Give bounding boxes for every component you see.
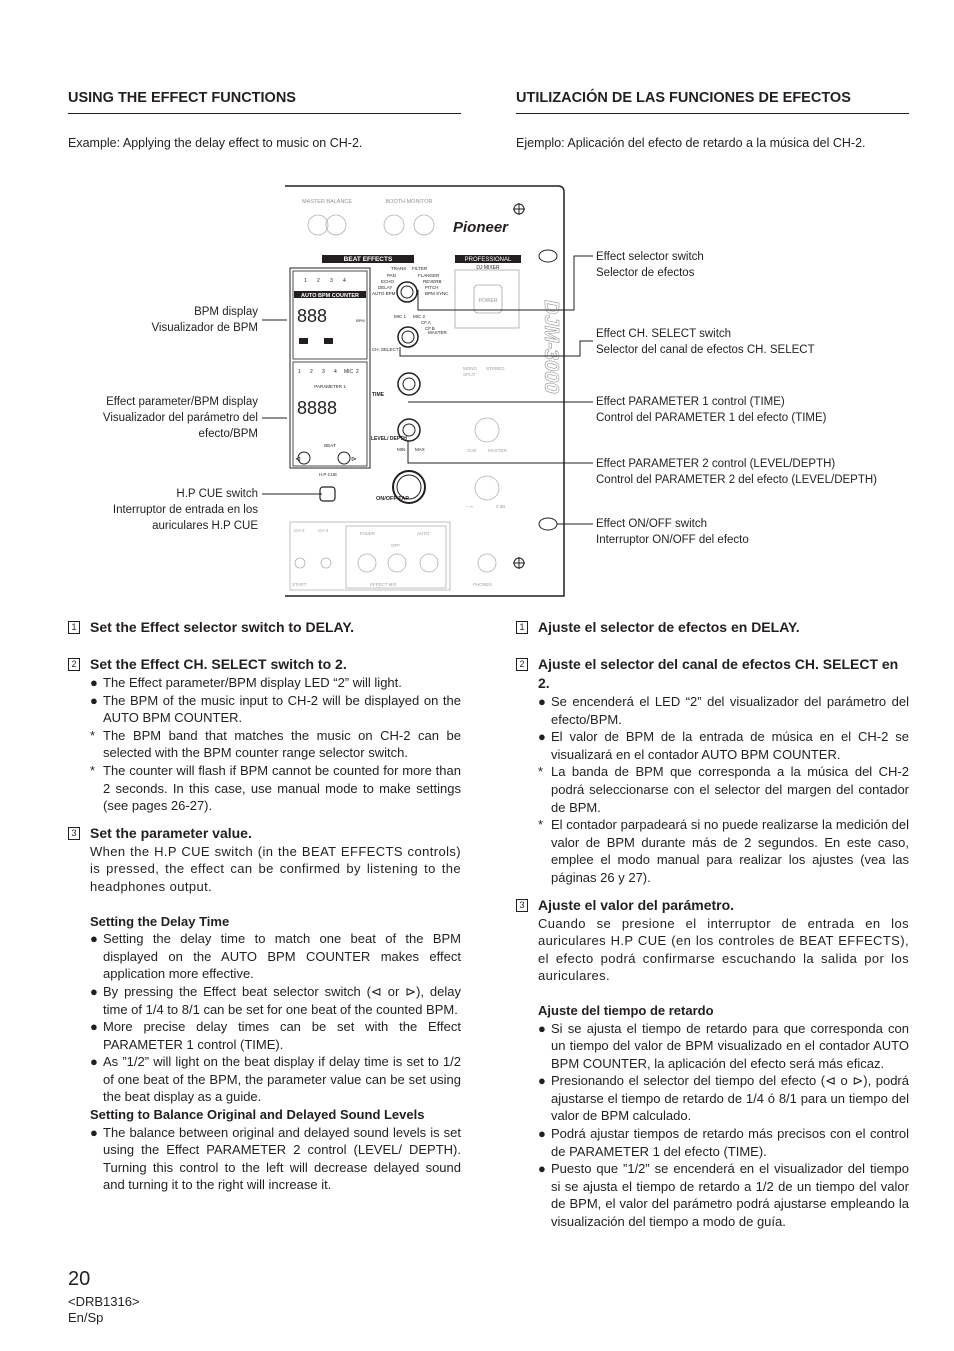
step-paragraph: When the H.P CUE switch (in the BEAT EFFECTS controls) is pressed, the effect can be confirmed by listening to the headphones output. — [90, 843, 461, 894]
intro-en: Example: Applying the delay effect to music on CH-2. — [68, 136, 363, 150]
hp-cue-label: H.P CUE — [318, 472, 338, 477]
callout-text: Interruptor de entrada en los — [112, 504, 258, 516]
effect-mix-label: EFFECT MIX — [370, 582, 397, 587]
phones-label: PHONES — [473, 582, 493, 587]
level-depth-label: LEVEL/ DEPTH — [371, 436, 407, 442]
ch-select-label: CH. SELECT — [372, 347, 399, 352]
callout-text: Selector de efectos — [596, 267, 695, 279]
callout-text: Selector del canal de efectos CH. SELECT — [596, 344, 815, 356]
subheading: Setting to Balance Original and Delayed Sound Levels — [90, 1107, 425, 1123]
cfb-label: CF.B — [425, 326, 435, 331]
echo-label: ECHO — [381, 279, 395, 284]
beat-right-button — [338, 452, 350, 464]
list-item: ● Setting the delay time to match one beat of the BPM displayed on the AUTO BPM COUNTER makes effect application more effective. — [90, 931, 461, 982]
effect-selector-knob — [397, 282, 417, 302]
power-label: POWER — [478, 298, 498, 304]
cfa-label: CF.A — [421, 320, 431, 325]
on-off-tap-label: ON/OFF TAP — [376, 496, 409, 502]
list-item: ● As ”1/2” will light on the beat display if delay time is set to 1/2 of one beat of the BPM, the parameter value can be set using the beat display as a guide. — [90, 1054, 461, 1105]
auto-label: AUTO — [417, 531, 430, 536]
step-2 — [516, 655, 909, 693]
svg-text:4: 4 — [343, 278, 346, 284]
step-number: 3 — [516, 899, 528, 912]
master-balance-label: MASTER BALANCE — [301, 199, 353, 205]
onoff-pointer-icon — [539, 518, 557, 530]
step-title: Ajuste el selector de efectos en DELAY. — [538, 619, 800, 635]
content-en — [68, 618, 461, 1194]
list-item: ● El valor de BPM de la entrada de música en el CH-2 se visualizará en el contador AUTO BPM COUNTER. — [538, 729, 909, 762]
callout-text: Interruptor ON/OFF del efecto — [596, 534, 749, 546]
booth-monitor-label: BOOTH MONITOR — [385, 199, 433, 205]
start-label: START — [292, 582, 307, 587]
parameter1-display-label: PARAMETER 1 — [314, 384, 346, 389]
master-knob-label: MASTER — [488, 448, 507, 453]
document-code: <DRB1316> — [68, 1294, 140, 1309]
bpm-sync-label: BPM SYNC — [425, 291, 449, 296]
trans-label: TRANS — [391, 266, 407, 271]
step-3 — [68, 824, 461, 843]
max-label: MAX — [415, 447, 425, 452]
delay-label: DELAY — [378, 285, 393, 290]
svg-text:2: 2 — [310, 369, 313, 375]
step-title: Set the Effect CH. SELECT switch to 2. — [90, 656, 347, 672]
mono-label: MONO — [463, 366, 477, 371]
parameter1-knob — [398, 373, 420, 395]
pitch-label: PITCH — [425, 285, 439, 290]
list-item: ● Se encenderá el LED “2” del visualizador del parámetro del efecto/BPM. — [538, 694, 909, 727]
subheading: Setting the Delay Time — [90, 913, 230, 929]
ch3-label: CH-3 — [294, 528, 305, 533]
parameter-readout: 8888 — [297, 398, 338, 418]
list-item: ● The balance between original and delayed sound levels is set using the Effect PARAMETER 2 control (LEVEL/ DEPTH). Turning this control to the left will decrease delayed sound and turning it to the right will increase it. — [90, 1124, 461, 1193]
svg-text:⊲: ⊲ — [295, 456, 301, 463]
dj-mixer-label: DJ MIXER — [476, 265, 500, 271]
page-number: 20 — [68, 1268, 91, 1290]
step-number: 1 — [68, 621, 80, 634]
list-item: ● Si se ajusta el tiempo de retardo para que corresponda con un tiempo del valor de BPM visualizado en el contador AUTO BPM COUNTER, la aplicación del efecto será más eficaz. — [538, 1020, 909, 1071]
language-code: En/Sp — [68, 1310, 104, 1325]
filter-label: FILTER — [412, 266, 428, 271]
svg-text:⊳: ⊳ — [351, 456, 357, 463]
callout-text: Control del PARAMETER 1 del efecto (TIME) — [596, 412, 827, 424]
svg-text:2: 2 — [317, 278, 320, 284]
list-item: * La banda de BPM que corresponda a la música del CH-2 podrá seleccionarse con el selector del margen del contador de BPM. — [538, 764, 909, 815]
list-item: * El contador parpadeará si no puede realizarse la medición del valor de BPM durante más de 2 segundos. En este caso, emplee el modo manual para realizar los ajustes (vea las páginas 26 y 27). — [538, 817, 909, 885]
callout-text: BPM display — [194, 306, 258, 318]
pioneer-logo: Pioneer — [453, 219, 509, 236]
beat-effects-label: BEAT EFFECTS — [343, 256, 393, 263]
callout-text: Visualizador del parámetro del — [102, 412, 258, 424]
svg-text:3: 3 — [330, 278, 333, 284]
callout-text: Visualizador de BPM — [151, 322, 258, 334]
beat-label: BEAT — [324, 443, 336, 448]
effect-selector-pointer-icon — [539, 250, 557, 262]
list-item: ● By pressing the Effect beat selector switch (⊲ or ⊳), delay time of 1/4 to 8/1 can be set for one beat of the counted BPM. — [90, 983, 461, 1017]
step-1 — [68, 618, 461, 637]
cue-label: CUE — [467, 448, 477, 453]
step-number: 2 — [516, 658, 528, 671]
db-label: 0 dB — [496, 504, 506, 509]
auto-bpm-counter-label: AUTO BPM COUNTER — [301, 293, 359, 299]
subheading: Ajuste del tiempo de retardo — [538, 1002, 714, 1018]
list-item: ● The Effect parameter/BPM display LED “2” will light. — [90, 675, 402, 690]
flanger-label: FLANGER — [418, 273, 440, 278]
step-title: Set the Effect selector switch to DELAY. — [90, 619, 354, 635]
step-2 — [68, 655, 461, 674]
inf-label: – ∞ — [466, 504, 473, 509]
heading-es: UTILIZACIÓN DE LAS FUNCIONES DE EFECTOS — [516, 90, 851, 106]
split-label: SPLIT — [463, 372, 476, 377]
ch4-label: CH-4 — [318, 528, 329, 533]
pan-label: PAN — [387, 273, 396, 278]
bpm-readout: 888 — [297, 306, 328, 326]
step-title: Ajuste el valor del parámetro. — [538, 896, 735, 913]
callout-text: Effect parameter/BPM display — [106, 396, 258, 408]
step-1 — [516, 618, 909, 637]
callout-text: Effect selector switch — [596, 251, 704, 263]
master-label: MASTER — [428, 330, 447, 335]
svg-text:1: 1 — [298, 369, 301, 375]
svg-text:4: 4 — [334, 369, 337, 375]
callout-text: Effect ON/OFF switch — [596, 518, 707, 530]
content-es — [516, 618, 909, 1231]
model-logo: DJM-3000 — [540, 300, 562, 394]
min-label: MIN — [397, 447, 406, 452]
svg-text:3: 3 — [322, 369, 325, 375]
fader-label: FADER — [360, 531, 376, 536]
callout-text: Effect CH. SELECT switch — [596, 328, 732, 340]
step-number: 2 — [68, 658, 80, 671]
callout-text: Control del PARAMETER 2 del efecto (LEVEL/DEPTH) — [596, 474, 878, 486]
reverb-label: REVERB — [423, 279, 442, 284]
list-item: ● The BPM of the music input to CH-2 will be displayed on the AUTO BPM COUNTER. — [90, 692, 461, 726]
list-item: * The BPM band that matches the music on CH-2 can be selected with the BPM counter range selector switch. — [90, 727, 461, 761]
mic1-label: MIC 1 — [394, 314, 407, 319]
heading-en: USING THE EFFECT FUNCTIONS — [68, 90, 296, 106]
mic2-label: MIC 2 — [413, 314, 426, 319]
list-item: * The counter will flash if BPM cannot be counted for more than 2 seconds. In this case, use manual mode to make settings (see pages 26-27). — [90, 762, 461, 814]
bpm-unit: BPM — [356, 318, 365, 323]
auto-bpm-label: AUTO BPM — [372, 291, 396, 296]
list-item: ● Podrá ajustar tiempos de retardo más precisos con el control de PARAMETER 1 del efecto (TIME). — [538, 1126, 909, 1159]
svg-text:1: 1 — [304, 278, 307, 284]
off-label: OFF — [391, 543, 400, 548]
mixer-panel-diagram — [0, 0, 954, 620]
step-title: Set the parameter value. — [90, 824, 252, 841]
svg-text:MIC: MIC — [344, 369, 354, 375]
step-3 — [516, 896, 909, 915]
time-label: TIME — [372, 392, 384, 398]
list-item: ● Puesto que ”1/2” se encenderá en el visualizador del tiempo si se ajusta el tiempo de retardo a 1/2 de un tiempo del valor de BPM, el valor del parámetro podrá ajustarse empleando la visualización del tiempo a modo de guía. — [538, 1161, 909, 1230]
callout-text: Effect PARAMETER 2 control (LEVEL/DEPTH) — [596, 458, 836, 470]
callout-text: Effect PARAMETER 1 control (TIME) — [596, 396, 785, 408]
professional-label: PROFESSIONAL — [464, 257, 512, 263]
callout-text: auriculares H.P CUE — [152, 520, 258, 532]
stereo-label: STEREO — [486, 366, 505, 371]
callout-text: efecto/BPM — [198, 428, 258, 440]
step-number: 3 — [68, 827, 80, 840]
list-item: ● More precise delay times can be set with the Effect PARAMETER 1 control (TIME). — [90, 1019, 461, 1052]
parameter2-knob — [398, 419, 420, 441]
callout-text: H.P CUE switch — [176, 488, 258, 500]
hp-cue-button — [320, 487, 335, 501]
step-paragraph: Cuando se presione el interruptor de entrada en los auriculares H.P CUE (en los controles de BEAT EFFECTS), el efecto podrá confirmarse escuchando la salida por los auriculares. — [538, 915, 909, 984]
ch-select-knob — [398, 327, 418, 347]
step-number: 1 — [516, 621, 528, 634]
list-item: ● Presionando el selector del tiempo del efecto (⊲ o ⊳), podrá ajustarse el tiempo de retardo de 1/4 ó 8/1 para un tiempo del valor de BPM calculado. — [538, 1073, 909, 1124]
step-title: Ajuste el selector del canal de efectos CH. SELECT en 2. — [538, 656, 899, 691]
intro-es: Ejemplo: Aplicación del efecto de retardo a la música del CH-2. — [516, 136, 866, 150]
svg-text:2: 2 — [356, 369, 359, 375]
